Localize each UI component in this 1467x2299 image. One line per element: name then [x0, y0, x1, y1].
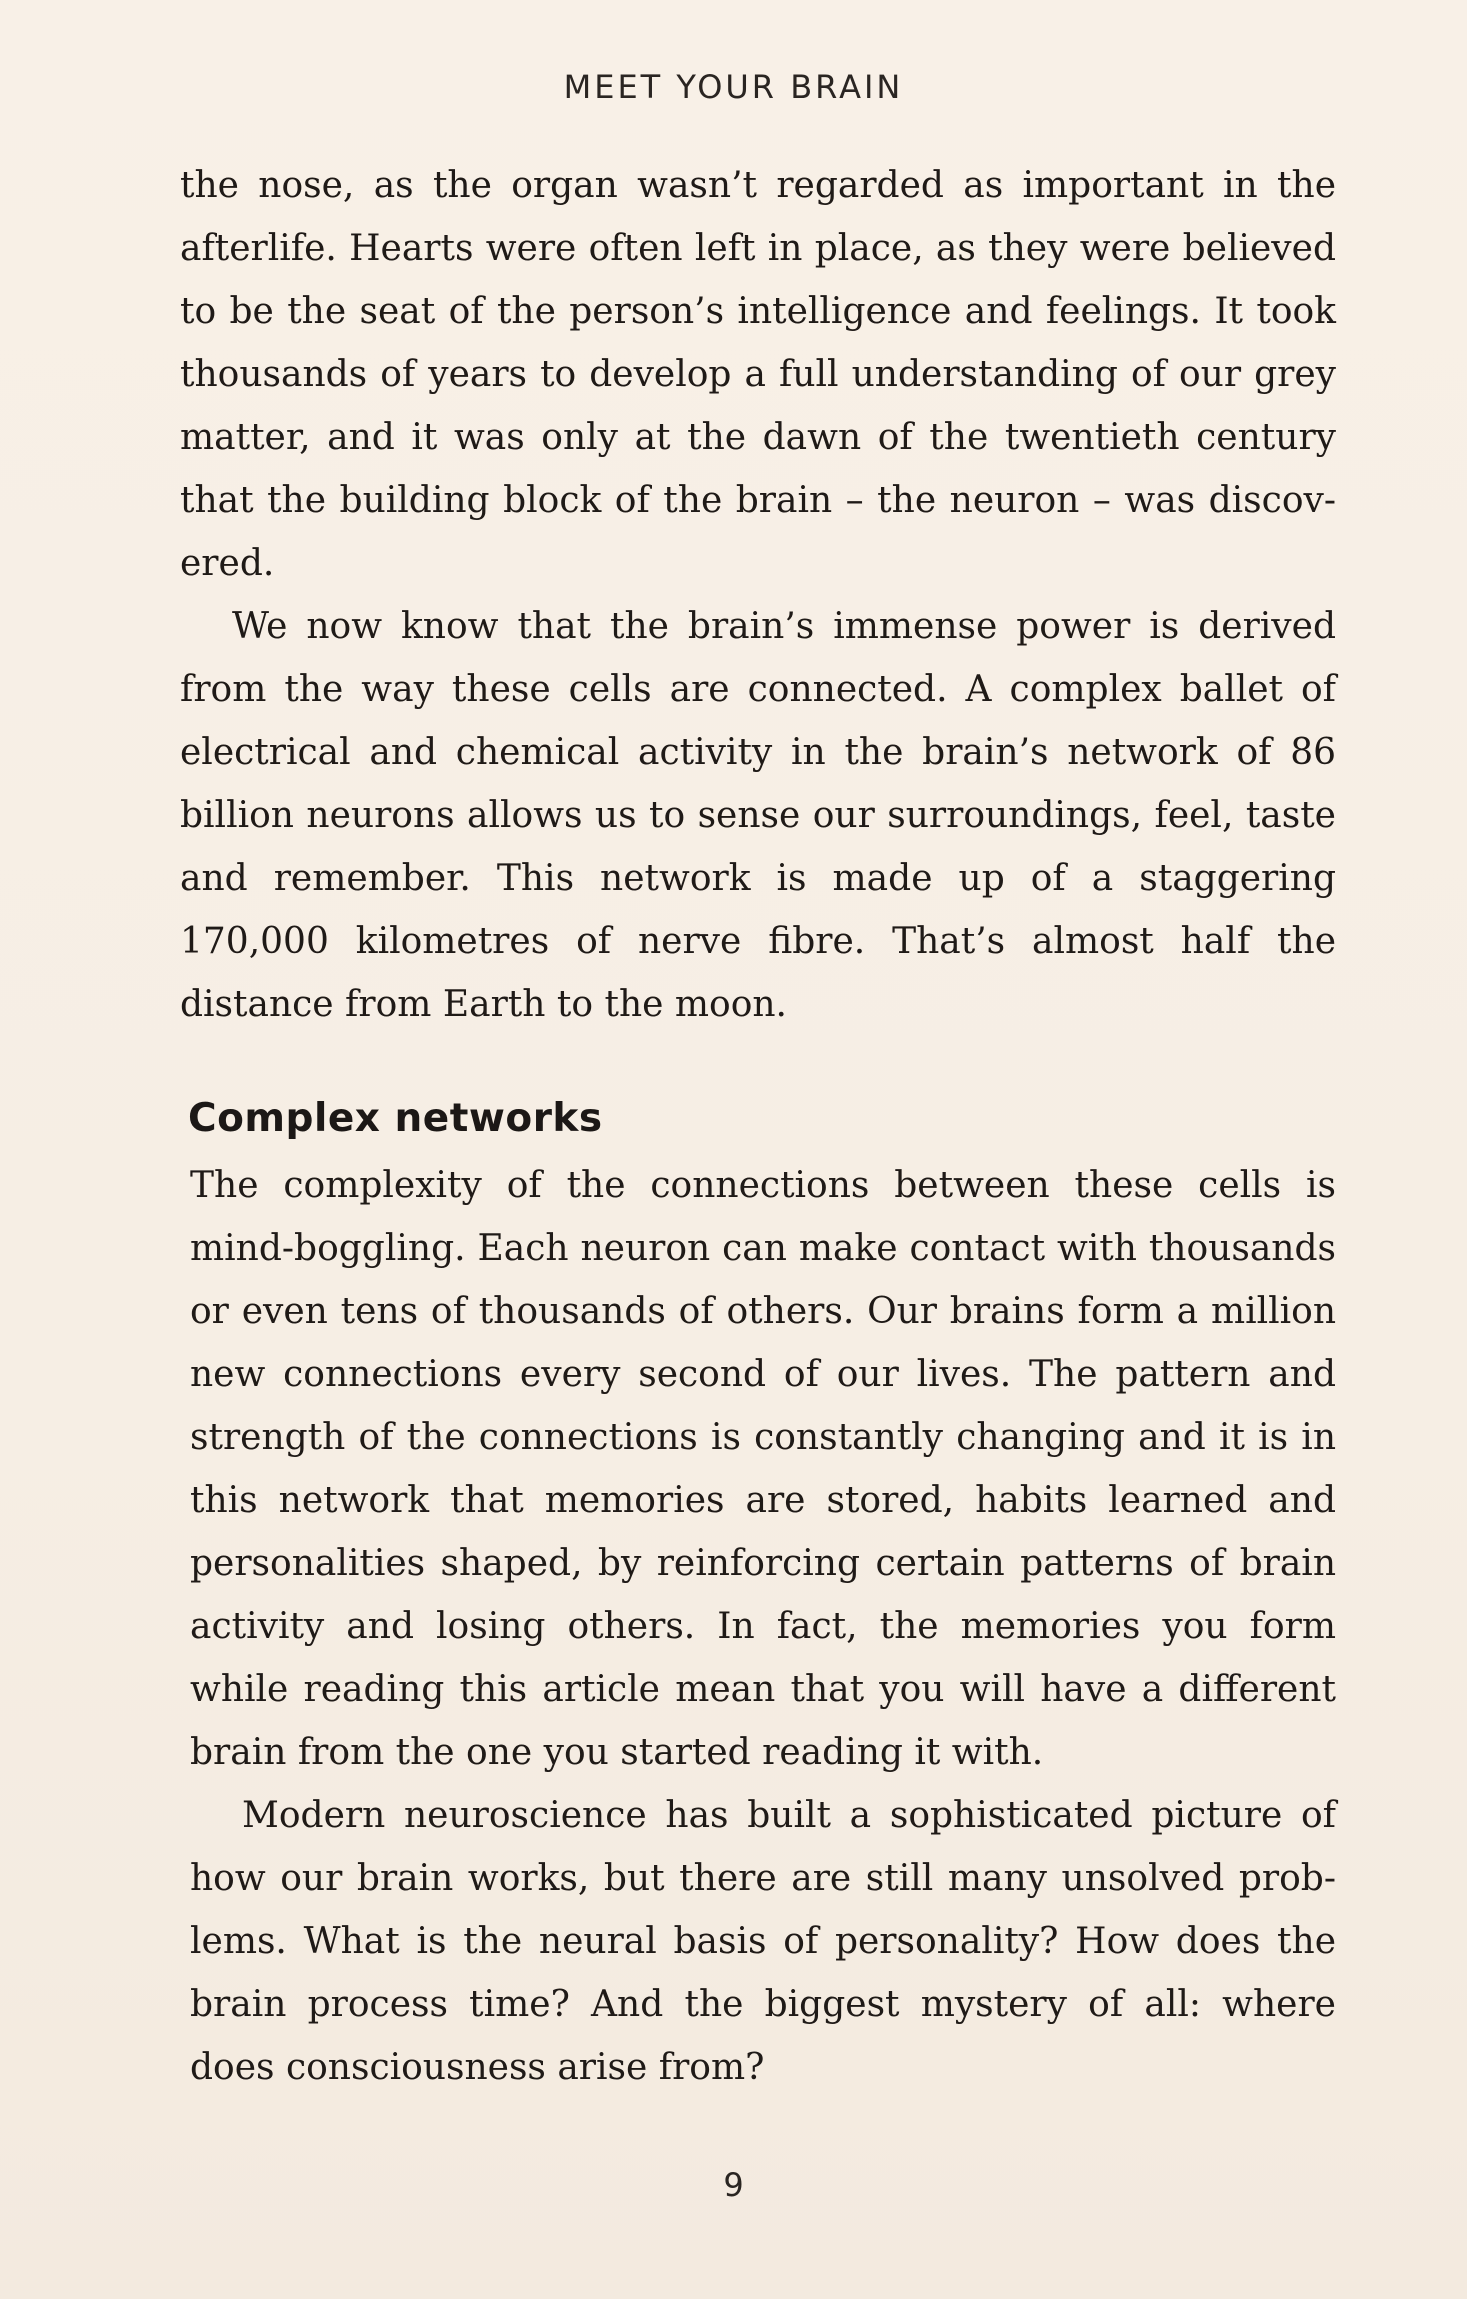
running-head: MEET YOUR BRAIN [563, 68, 904, 106]
paragraph: Modern neuroscience has built a sophisticated picture of how our brain works, but there are still many unsolved prob-lems. What is the neural basis of personality? How does the brain process time? And the biggest mystery of all: where does consciousness arise from? [190, 1795, 1336, 2088]
paragraph: the nose, as the organ wasn’t regarded as important in the afterlife. Hearts were often left in place, as they were believed to be the seat of the person’s intelligence and feelings. It took thousands of years to develop a full understanding of our grey matter, and it was only at the dawn of the twentieth century that the building block of the brain – the neuron – was discov-ered. [180, 165, 1336, 584]
paragraph: The complexity of the connections between these cells is mind-boggling. Each neuron can make contact with thousands or even tens of thousands of others. Our brains form a million new connections every second of our lives. The pattern and strength of the connections is constantly changing and it is in this network that memories are stored, habits learned and personalities shaped, by reinforcing certain patterns of brain activity and losing others. In fact, the memories you form while reading this article mean that you will have a different brain from the one you started reading it with. [190, 1165, 1336, 1773]
section-heading: Complex networks [188, 1096, 603, 1141]
body-text-section [190, 1154, 1336, 2099]
body-text-top [180, 154, 1336, 1036]
paragraph: We now know that the brain’s immense power is derived from the way these cells are connected. A complex ballet of electrical and chemical activity in the brain’s network of 86 billion neurons allows us to sense our surroundings, feel, taste and remember. This network is made up of a staggering 170,000 kilometres of nerve fibre. That’s almost half the distance from Earth to the moon. [180, 606, 1336, 1025]
page-number: 9 [723, 2166, 744, 2204]
